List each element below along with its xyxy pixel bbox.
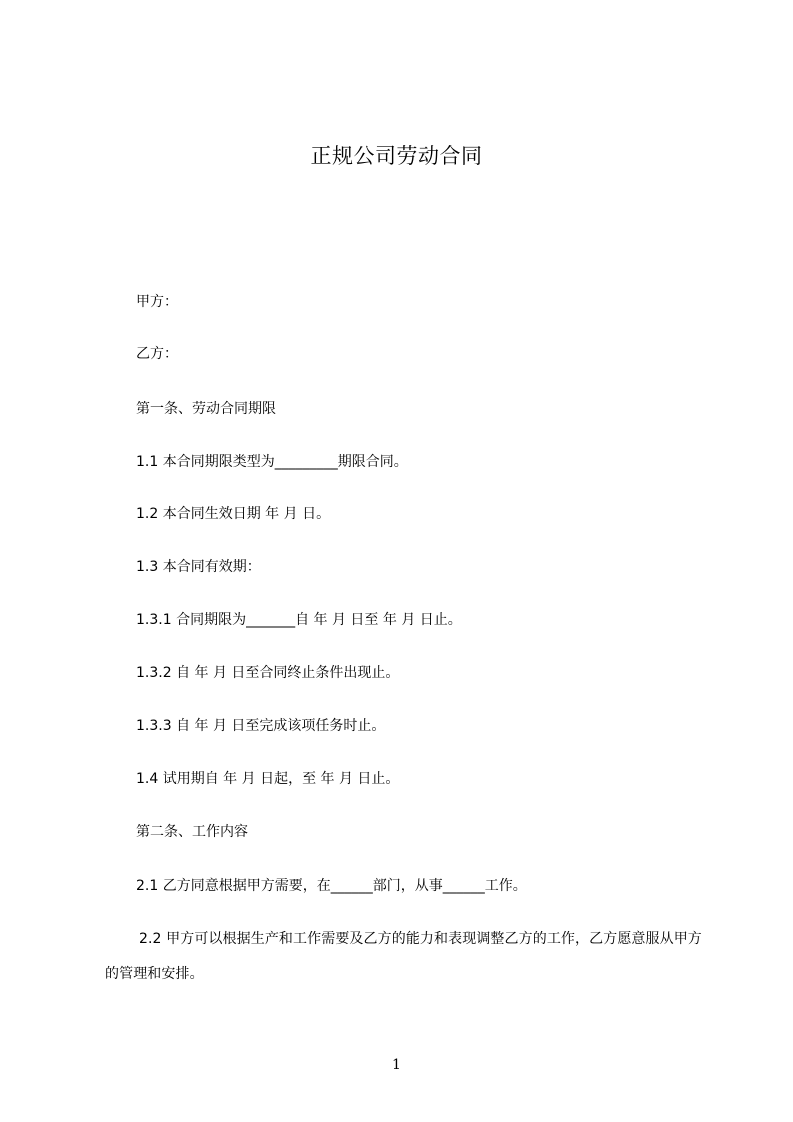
clause-1-3-1: 1.3.1 合同期限为_______自 年 月 日至 年 月 日止。 [136, 612, 462, 628]
document-title: 正规公司劳动合同 [310, 144, 483, 168]
clause-1-3: 1.3 本合同有效期： [136, 559, 261, 575]
clause-1-4: 1.4 试用期自 年 月 日起，至 年 月 日止。 [136, 771, 400, 787]
article-1-heading: 第一条、劳动合同期限 [136, 401, 276, 417]
clause-1-3-2: 1.3.2 自 年 月 日至合同终止条件出现止。 [136, 665, 400, 681]
article-2-heading: 第二条、工作内容 [136, 824, 248, 840]
clause-1-3-3: 1.3.3 自 年 月 日至完成该项任务时止。 [136, 718, 386, 734]
party-a-line: 甲方： [136, 294, 178, 310]
clause-1-1: 1.1 本合同期限类型为_________期限合同。 [136, 454, 408, 470]
clause-1-2: 1.2 本合同生效日期 年 月 日。 [136, 506, 331, 522]
party-b-line: 乙方： [136, 346, 178, 362]
clause-2-2-paragraph: 2.2 甲方可以根据生产和工作需要及乙方的能力和表现调整乙方的工作，乙方愿意服从甲方的管理和安排。 [105, 931, 702, 982]
page-number: 1 [392, 1057, 401, 1073]
clause-2-1: 2.1 乙方同意根据甲方需要，在______部门，从事______工作。 [136, 878, 527, 894]
